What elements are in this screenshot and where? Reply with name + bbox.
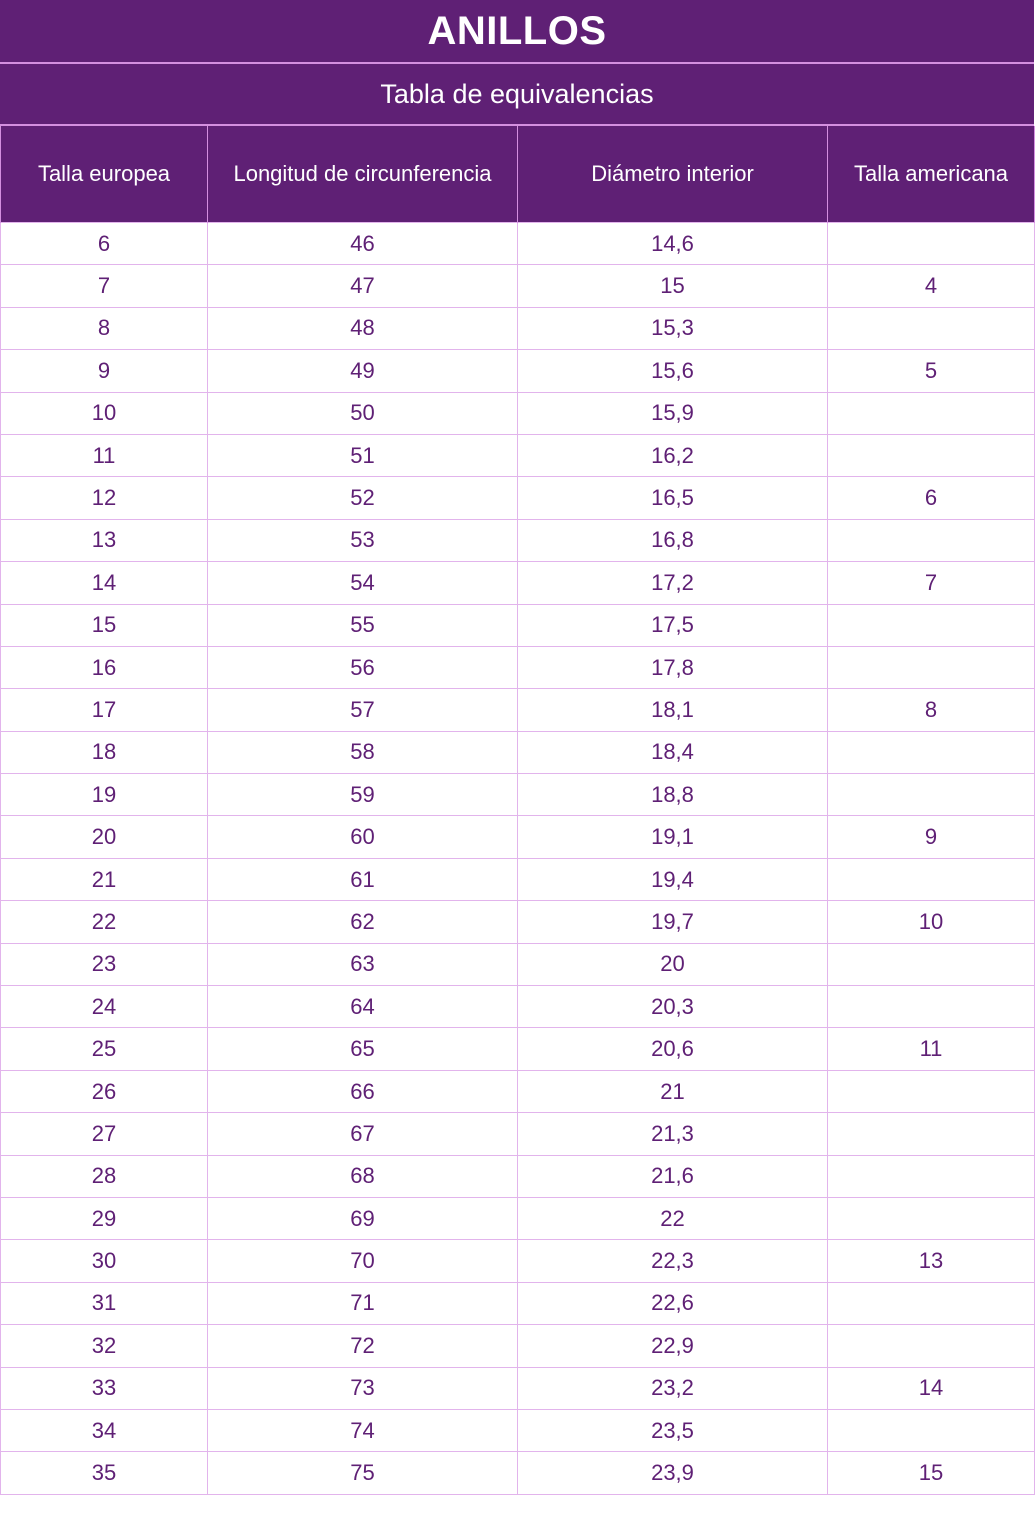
cell-american-size: 11 <box>828 1028 1035 1070</box>
cell-circumference: 51 <box>208 434 518 476</box>
cell-american-size: 5 <box>828 350 1035 392</box>
table-row <box>1 223 1035 265</box>
cell-european-size: 28 <box>1 1155 208 1197</box>
cell-inner-diameter: 14,6 <box>518 223 828 265</box>
table-row <box>1 1409 1035 1451</box>
table-row <box>1 1282 1035 1324</box>
cell-circumference: 63 <box>208 943 518 985</box>
cell-american-size <box>828 434 1035 476</box>
cell-inner-diameter: 22,9 <box>518 1325 828 1367</box>
cell-european-size: 27 <box>1 1113 208 1155</box>
cell-inner-diameter: 23,2 <box>518 1367 828 1409</box>
cell-circumference: 49 <box>208 350 518 392</box>
table-row <box>1 1155 1035 1197</box>
table-row <box>1 1452 1035 1494</box>
cell-european-size: 20 <box>1 816 208 858</box>
cell-circumference: 60 <box>208 816 518 858</box>
table-row <box>1 1070 1035 1112</box>
cell-european-size: 21 <box>1 858 208 900</box>
page-subtitle: Tabla de equivalencias <box>0 64 1034 126</box>
cell-european-size: 12 <box>1 477 208 519</box>
cell-american-size: 15 <box>828 1452 1035 1494</box>
table-header <box>1 126 1035 223</box>
table-row <box>1 562 1035 604</box>
table-row <box>1 689 1035 731</box>
cell-circumference: 46 <box>208 223 518 265</box>
cell-inner-diameter: 15,9 <box>518 392 828 434</box>
cell-circumference: 59 <box>208 774 518 816</box>
cell-inner-diameter: 17,8 <box>518 646 828 688</box>
table-row <box>1 1028 1035 1070</box>
table-row <box>1 816 1035 858</box>
cell-inner-diameter: 15 <box>518 265 828 307</box>
cell-european-size: 9 <box>1 350 208 392</box>
cell-circumference: 73 <box>208 1367 518 1409</box>
cell-circumference: 55 <box>208 604 518 646</box>
cell-circumference: 66 <box>208 1070 518 1112</box>
cell-american-size: 9 <box>828 816 1035 858</box>
table-row <box>1 986 1035 1028</box>
cell-circumference: 57 <box>208 689 518 731</box>
cell-circumference: 50 <box>208 392 518 434</box>
table-row <box>1 1113 1035 1155</box>
cell-american-size <box>828 604 1035 646</box>
cell-inner-diameter: 15,3 <box>518 307 828 349</box>
cell-circumference: 47 <box>208 265 518 307</box>
cell-circumference: 56 <box>208 646 518 688</box>
cell-american-size: 6 <box>828 477 1035 519</box>
cell-inner-diameter: 18,4 <box>518 731 828 773</box>
cell-circumference: 64 <box>208 986 518 1028</box>
column-header-american-size: Talla americana <box>828 126 1035 223</box>
cell-inner-diameter: 19,1 <box>518 816 828 858</box>
cell-european-size: 33 <box>1 1367 208 1409</box>
table-row <box>1 901 1035 943</box>
cell-american-size <box>828 1409 1035 1451</box>
cell-inner-diameter: 17,5 <box>518 604 828 646</box>
cell-european-size: 8 <box>1 307 208 349</box>
cell-american-size: 10 <box>828 901 1035 943</box>
cell-european-size: 29 <box>1 1197 208 1239</box>
cell-inner-diameter: 22,3 <box>518 1240 828 1282</box>
cell-american-size <box>828 646 1035 688</box>
cell-european-size: 30 <box>1 1240 208 1282</box>
cell-circumference: 52 <box>208 477 518 519</box>
cell-american-size <box>828 943 1035 985</box>
cell-american-size <box>828 774 1035 816</box>
cell-european-size: 11 <box>1 434 208 476</box>
table-row <box>1 434 1035 476</box>
cell-european-size: 19 <box>1 774 208 816</box>
cell-circumference: 75 <box>208 1452 518 1494</box>
cell-american-size <box>828 519 1035 561</box>
cell-inner-diameter: 18,1 <box>518 689 828 731</box>
table-row <box>1 1325 1035 1367</box>
cell-american-size <box>828 1155 1035 1197</box>
page-title: ANILLOS <box>0 0 1034 64</box>
cell-inner-diameter: 16,5 <box>518 477 828 519</box>
cell-european-size: 25 <box>1 1028 208 1070</box>
cell-inner-diameter: 22 <box>518 1197 828 1239</box>
table-row <box>1 265 1035 307</box>
cell-circumference: 71 <box>208 1282 518 1324</box>
table-row <box>1 1197 1035 1239</box>
cell-inner-diameter: 17,2 <box>518 562 828 604</box>
table-row <box>1 731 1035 773</box>
cell-circumference: 61 <box>208 858 518 900</box>
cell-inner-diameter: 20,3 <box>518 986 828 1028</box>
cell-inner-diameter: 21 <box>518 1070 828 1112</box>
cell-inner-diameter: 22,6 <box>518 1282 828 1324</box>
table-row <box>1 1240 1035 1282</box>
table-row <box>1 646 1035 688</box>
cell-circumference: 54 <box>208 562 518 604</box>
cell-inner-diameter: 21,6 <box>518 1155 828 1197</box>
cell-american-size: 14 <box>828 1367 1035 1409</box>
column-header-inner-diameter: Diámetro interior <box>518 126 828 223</box>
cell-inner-diameter: 19,4 <box>518 858 828 900</box>
cell-american-size <box>828 1282 1035 1324</box>
cell-american-size: 7 <box>828 562 1035 604</box>
cell-european-size: 26 <box>1 1070 208 1112</box>
table-row <box>1 943 1035 985</box>
table-row <box>1 519 1035 561</box>
cell-european-size: 7 <box>1 265 208 307</box>
cell-american-size <box>828 392 1035 434</box>
cell-european-size: 10 <box>1 392 208 434</box>
cell-american-size: 13 <box>828 1240 1035 1282</box>
cell-american-size <box>828 1197 1035 1239</box>
table-row <box>1 477 1035 519</box>
cell-european-size: 34 <box>1 1409 208 1451</box>
cell-inner-diameter: 20 <box>518 943 828 985</box>
table-row <box>1 1367 1035 1409</box>
cell-inner-diameter: 23,9 <box>518 1452 828 1494</box>
cell-inner-diameter: 16,8 <box>518 519 828 561</box>
cell-circumference: 62 <box>208 901 518 943</box>
table-row <box>1 774 1035 816</box>
cell-american-size: 8 <box>828 689 1035 731</box>
table-body <box>1 223 1035 1495</box>
cell-american-size <box>828 307 1035 349</box>
cell-european-size: 18 <box>1 731 208 773</box>
cell-american-size <box>828 1113 1035 1155</box>
cell-circumference: 48 <box>208 307 518 349</box>
cell-european-size: 35 <box>1 1452 208 1494</box>
table-row <box>1 604 1035 646</box>
cell-american-size <box>828 1325 1035 1367</box>
cell-inner-diameter: 18,8 <box>518 774 828 816</box>
cell-circumference: 70 <box>208 1240 518 1282</box>
cell-inner-diameter: 19,7 <box>518 901 828 943</box>
cell-inner-diameter: 23,5 <box>518 1409 828 1451</box>
cell-circumference: 72 <box>208 1325 518 1367</box>
cell-european-size: 6 <box>1 223 208 265</box>
table-row <box>1 307 1035 349</box>
cell-circumference: 53 <box>208 519 518 561</box>
cell-american-size: 4 <box>828 265 1035 307</box>
cell-european-size: 24 <box>1 986 208 1028</box>
cell-circumference: 65 <box>208 1028 518 1070</box>
cell-circumference: 69 <box>208 1197 518 1239</box>
cell-circumference: 68 <box>208 1155 518 1197</box>
cell-european-size: 32 <box>1 1325 208 1367</box>
cell-european-size: 16 <box>1 646 208 688</box>
table-row <box>1 858 1035 900</box>
cell-european-size: 31 <box>1 1282 208 1324</box>
cell-european-size: 22 <box>1 901 208 943</box>
column-header-circumference: Longitud de circunferencia <box>208 126 518 223</box>
cell-european-size: 17 <box>1 689 208 731</box>
cell-american-size <box>828 223 1035 265</box>
column-header-european-size: Talla europea <box>1 126 208 223</box>
cell-european-size: 23 <box>1 943 208 985</box>
cell-inner-diameter: 20,6 <box>518 1028 828 1070</box>
cell-european-size: 15 <box>1 604 208 646</box>
table-row <box>1 350 1035 392</box>
table-row <box>1 392 1035 434</box>
cell-american-size <box>828 986 1035 1028</box>
cell-inner-diameter: 21,3 <box>518 1113 828 1155</box>
cell-circumference: 74 <box>208 1409 518 1451</box>
cell-european-size: 13 <box>1 519 208 561</box>
header-row <box>1 126 1035 223</box>
cell-circumference: 58 <box>208 731 518 773</box>
cell-american-size <box>828 858 1035 900</box>
cell-inner-diameter: 16,2 <box>518 434 828 476</box>
cell-american-size <box>828 1070 1035 1112</box>
cell-european-size: 14 <box>1 562 208 604</box>
cell-circumference: 67 <box>208 1113 518 1155</box>
cell-inner-diameter: 15,6 <box>518 350 828 392</box>
cell-american-size <box>828 731 1035 773</box>
equivalence-table <box>0 126 1035 1495</box>
